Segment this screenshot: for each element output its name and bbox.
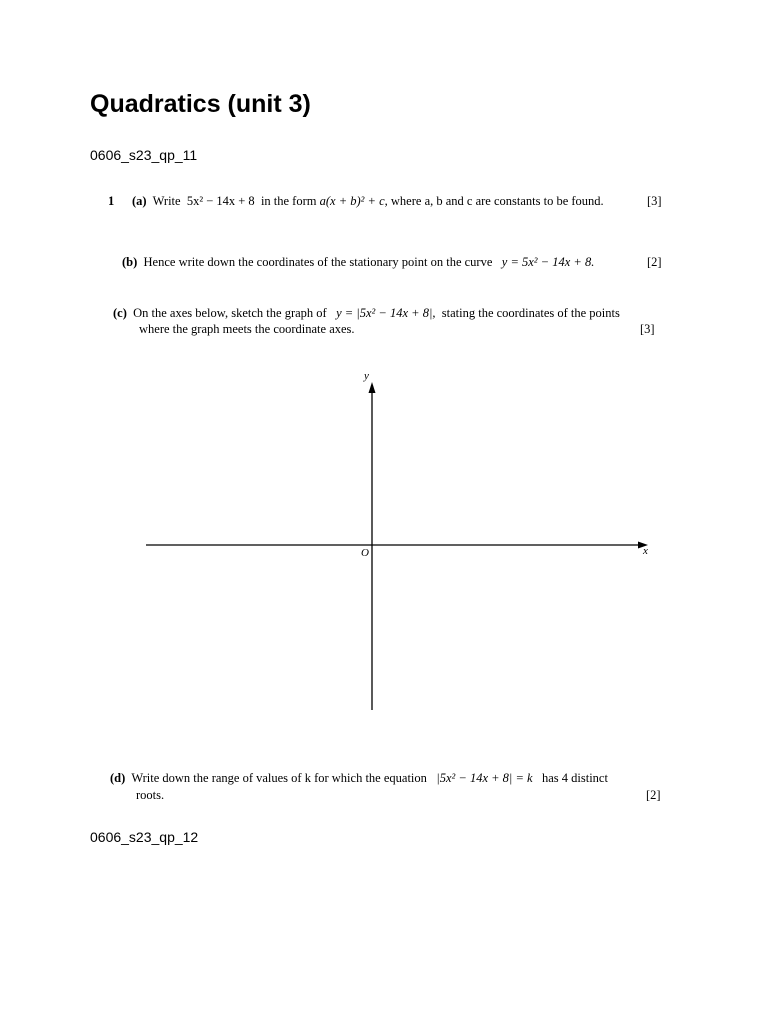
part-d-marks: [2] bbox=[646, 788, 661, 802]
part-a-mid: in the form bbox=[260, 194, 317, 208]
question-number: 1 bbox=[108, 194, 115, 208]
part-d-equation: |5x² − 14x + 8| = k bbox=[436, 771, 533, 785]
part-a-pre: Write bbox=[152, 194, 181, 208]
origin-label: O bbox=[361, 547, 369, 559]
y-axis-arrow bbox=[369, 382, 376, 393]
x-axis-label: x bbox=[643, 545, 648, 557]
part-c-label: (c) bbox=[113, 306, 127, 320]
page-title: Quadratics (unit 3) bbox=[90, 90, 311, 118]
y-axis-label: y bbox=[364, 370, 369, 382]
part-a-expression: 5x² − 14x + 8 bbox=[186, 194, 255, 208]
part-d-label: (d) bbox=[110, 771, 126, 785]
part-d-post: has 4 distinct bbox=[541, 771, 608, 785]
paper-code: 0606_s23_qp_11 bbox=[90, 147, 198, 163]
part-c-text: On the axes below, sketch the graph of bbox=[133, 306, 327, 320]
part-a-post: where a, b and c are constants to be found. bbox=[390, 194, 604, 208]
part-b-marks: [2] bbox=[647, 255, 662, 269]
part-c-line2: where the graph meets the coordinate axes. bbox=[139, 322, 355, 336]
part-d-text: Write down the range of values of k for which the equation bbox=[131, 771, 427, 785]
part-d bbox=[110, 771, 608, 786]
part-a-label: (a) bbox=[132, 194, 147, 208]
part-a-marks: [3] bbox=[647, 194, 662, 208]
part-a-form: a(x + b)² + c, bbox=[319, 194, 388, 208]
paper-code-2: 0606_s23_qp_12 bbox=[90, 829, 199, 845]
part-b-label: (b) bbox=[122, 255, 138, 269]
part-b-text: Hence write down the coordinates of the stationary point on the curve bbox=[143, 255, 493, 269]
part-c-post: stating the coordinates of the points bbox=[441, 306, 620, 320]
part-d-line2: roots. bbox=[136, 788, 165, 802]
part-c-equation: y = |5x² − 14x + 8|, bbox=[336, 306, 436, 320]
part-b-equation: y = 5x² − 14x + 8. bbox=[501, 255, 595, 269]
part-c-marks: [3] bbox=[640, 322, 655, 336]
